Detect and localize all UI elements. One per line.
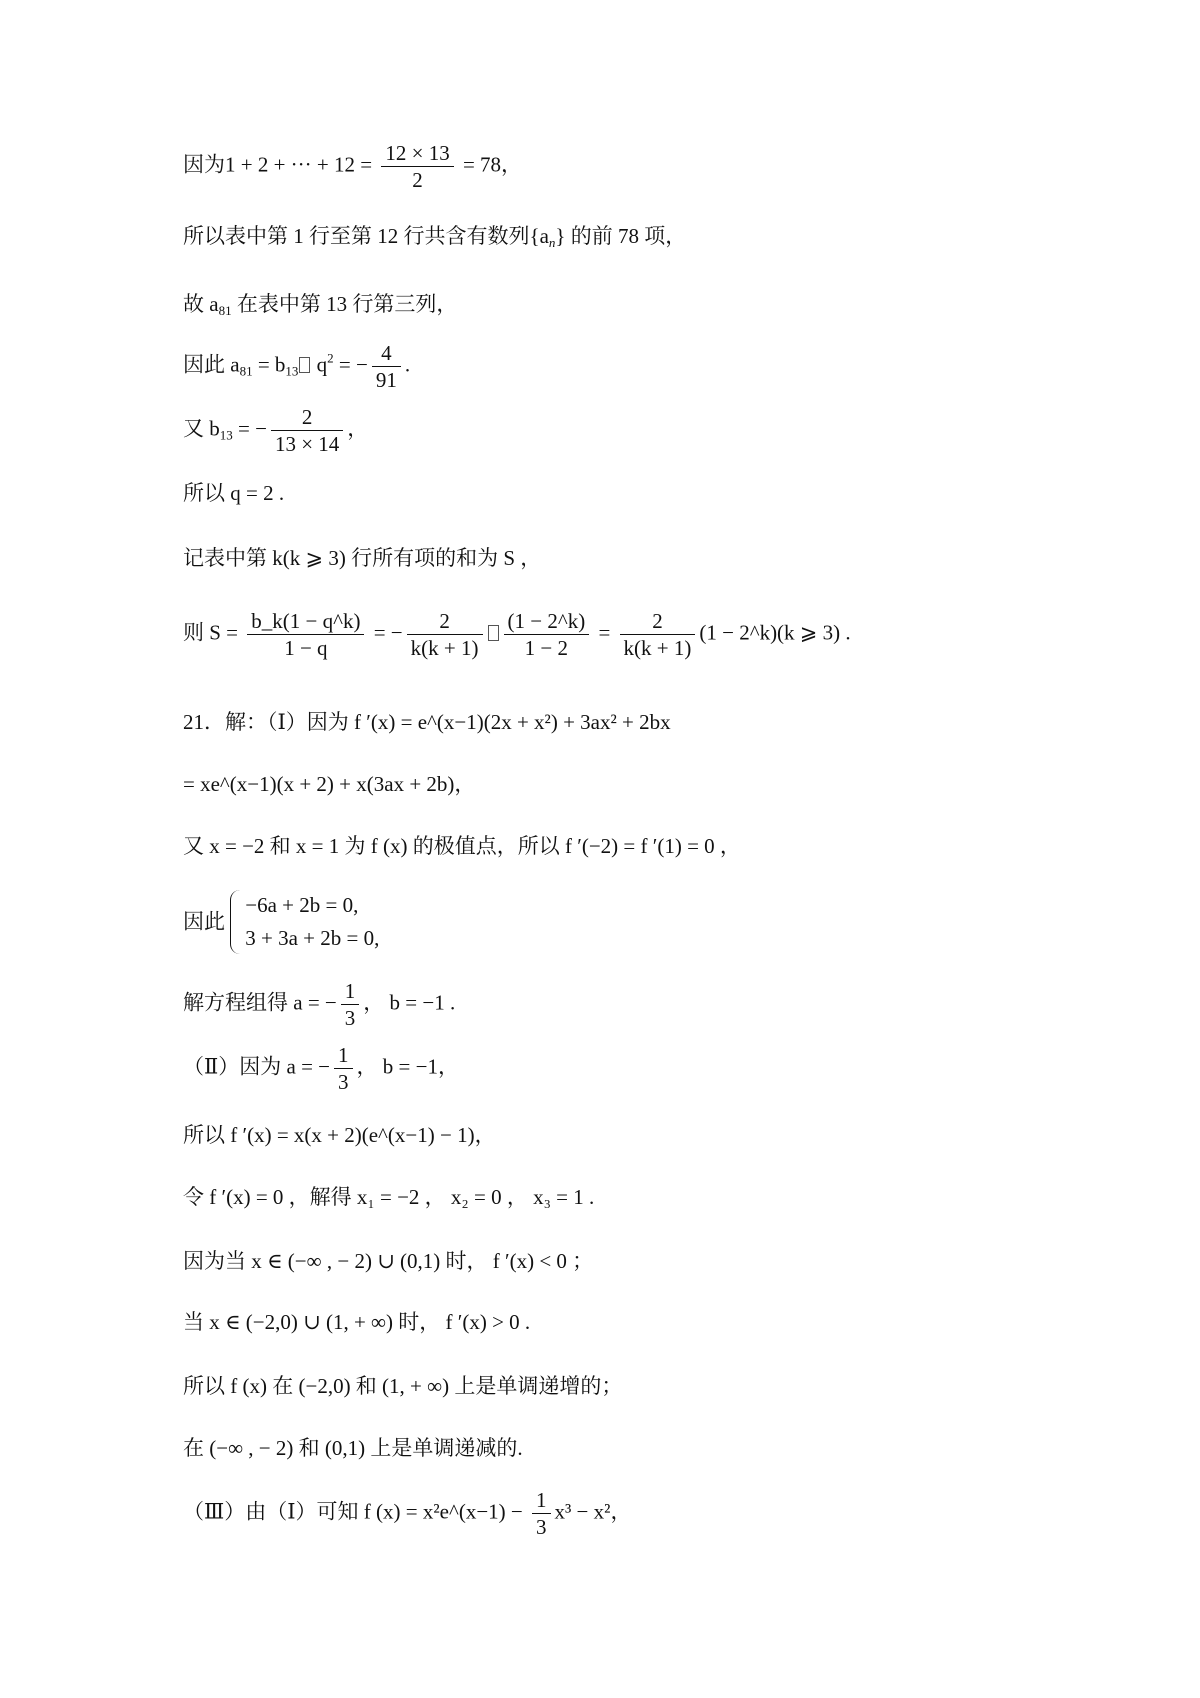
a81-fraction [372, 340, 401, 394]
sum-formula-line [183, 608, 851, 662]
s-post: (1 − 2^k)(k ⩾ 3) . [699, 620, 851, 645]
part2-line [183, 1042, 459, 1096]
s-pre: 则 S = [183, 620, 244, 645]
sum-fraction [381, 140, 453, 194]
part3-line [183, 1487, 631, 1541]
solution-pre: 解方程组得 a = − [183, 990, 337, 1015]
b13-num: 2 [271, 404, 343, 431]
s-frac-2 [407, 608, 483, 662]
system-row-2: 3 + 3a + 2b = 0, [245, 926, 380, 950]
s-frac-1-num: b_k(1 − q^k) [247, 608, 364, 635]
s-eq2: = − [368, 620, 403, 645]
a81-den: 91 [375, 368, 397, 393]
part3-den: 3 [536, 1515, 547, 1540]
b13-den: 13 × 14 [274, 432, 340, 457]
sequence-count-line [183, 226, 686, 249]
b13-pre: 又 b [183, 416, 220, 441]
a81-line [183, 340, 410, 394]
system-pre: 因此 [183, 909, 225, 934]
b13-eq: = − [232, 416, 267, 441]
sum-definition-line: 记表中第 k(k ⩾ 3) 行所有项的和为 S ， [183, 546, 542, 570]
missing-glyph-box-2 [488, 625, 499, 641]
b13-fraction [271, 404, 343, 458]
roots-line: 令 f ′(x) = 0 ，解得 x₁ = −2 ， x₂ = 0 ， x₃ = 1 . [183, 1185, 595, 1209]
missing-glyph-box [299, 357, 310, 373]
part3-num: 1 [532, 1487, 551, 1514]
a81-mid: = b [252, 352, 286, 377]
extrema-condition-line: 又 x = −2 和 x = 1 为 f (x) 的极值点，所以 f ′(−2) = f ′(1) = 0 ， [183, 834, 741, 858]
solution-num: 1 [341, 978, 360, 1005]
sum-fraction-den: 2 [412, 168, 423, 193]
part2-num: 1 [334, 1042, 353, 1069]
part3-fraction [532, 1487, 551, 1541]
part3-post: x³ − x²， [554, 1499, 632, 1524]
s-frac-2-num: 2 [407, 608, 483, 635]
part2-fraction [334, 1042, 353, 1096]
position-line [183, 294, 457, 317]
a81-end: . [404, 352, 411, 377]
s-frac-3-den: 1 − 2 [524, 636, 569, 661]
sum-line [183, 140, 522, 194]
part2-den: 3 [338, 1070, 349, 1095]
derivative-simplified-line: 所以 f ′(x) = x(x + 2)(e^(x−1) − 1)， [183, 1123, 496, 1147]
solution-den: 3 [344, 1006, 356, 1031]
position-pre: 故 a [183, 292, 219, 316]
b13-line-sub: 13 [219, 427, 233, 443]
equation-system [230, 890, 379, 954]
sum-fraction-num: 12 × 13 [381, 140, 453, 167]
equation-system-line [183, 890, 379, 954]
sum-pre: 因为1 + 2 + ··· + 12 = [183, 152, 378, 177]
part2-pre: （Ⅱ）因为 a = − [183, 1054, 331, 1079]
a81-q-sup: 2 [327, 350, 334, 366]
decreasing-line: 在 (−∞ , − 2) 和 (0,1) 上是单调递减的. [183, 1436, 523, 1460]
a81-pre: 因此 a [183, 352, 240, 377]
derivative-factored-line: = xe^(x−1)(x + 2) + x(3ax + 2b)， [183, 772, 476, 796]
sequence-count-text: 所以表中第 1 行至第 12 行共含有数列{a [183, 224, 549, 248]
b13-line [183, 404, 368, 458]
s-frac-2-den: k(k + 1) [410, 636, 479, 661]
a81-num: 4 [372, 340, 401, 367]
s-frac-4 [620, 608, 696, 662]
b13-end: ， [347, 416, 369, 441]
solution-post: ， b = −1 . [363, 990, 456, 1015]
left-brace-icon [230, 890, 241, 954]
s-frac-1 [247, 608, 364, 662]
a81-q: q [311, 352, 328, 377]
sequence-subscript: n [548, 235, 556, 250]
sequence-count-post: } 的前 78 项， [555, 224, 687, 248]
sum-post: = 78， [457, 152, 523, 177]
s-frac-1-den: 1 − q [284, 636, 328, 661]
q-value-line: 所以 q = 2 . [183, 481, 285, 505]
s-frac-3 [504, 608, 590, 662]
system-row-1: −6a + 2b = 0, [245, 893, 359, 917]
part3-pre: （Ⅲ）由（Ⅰ）可知 f (x) = x²e^(x−1) − [183, 1499, 529, 1524]
s-frac-3-num: (1 − 2^k) [504, 608, 590, 635]
positive-interval-line: 当 x ∈ (−2,0) ∪ (1, + ∞) 时， f ′(x) > 0 . [183, 1310, 531, 1334]
a81-eq: = − [333, 352, 368, 377]
position-subscript: 81 [218, 303, 232, 318]
part2-post: ， b = −1， [356, 1054, 459, 1079]
s-eq3: = [593, 620, 616, 645]
increasing-line: 所以 f (x) 在 (−2,0) 和 (1, + ∞) 上是单调递增的； [183, 1374, 623, 1398]
negative-interval-line: 因为当 x ∈ (−∞ , − 2) ∪ (0,1) 时， f ′(x) < 0 ； [183, 1249, 594, 1273]
problem21-derivative-line: 21．解：（Ⅰ）因为 f ′(x) = e^(x−1)(2x + x²) + 3ax² + 2bx [183, 710, 671, 734]
solution-fraction [341, 978, 360, 1032]
solution-line [183, 978, 455, 1032]
b13-sub: 13 [285, 363, 299, 379]
s-frac-4-den: k(k + 1) [623, 636, 692, 661]
s-frac-4-num: 2 [620, 608, 696, 635]
position-post: 在表中第 13 行第三列， [231, 292, 458, 316]
a81-sub: 81 [239, 363, 253, 379]
